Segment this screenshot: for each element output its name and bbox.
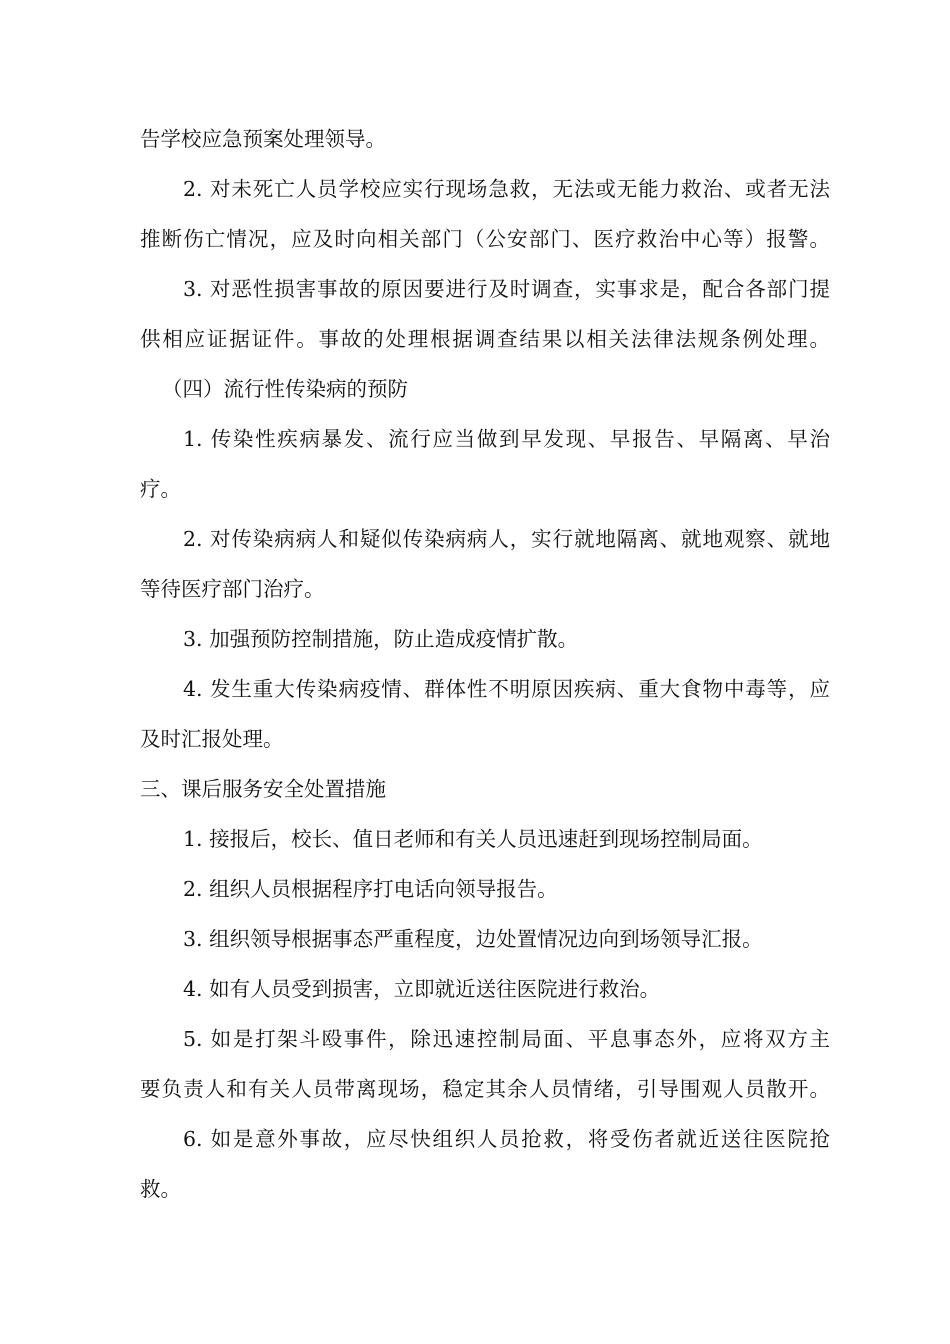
paragraph-line: 4. 发生重大传染病疫情、群体性不明原因疾病、重大食物中毒等，应 (183, 677, 830, 701)
paragraph-line: 3. 组织领导根据事态严重程度，边处置情况边向到场领导汇报。 (183, 927, 763, 951)
paragraph-line: 1. 接报后，校长、值日老师和有关人员迅速赶到现场控制局面。 (183, 827, 763, 851)
paragraph-line: 及时汇报处理。 (140, 727, 284, 751)
paragraph-line: 要负责人和有关人员带离现场，稳定其余人员情绪，引导围观人员散开。 (140, 1077, 830, 1101)
paragraph-line: 5. 如是打架斗殴事件，除迅速控制局面、平息事态外，应将双方主 (183, 1027, 830, 1051)
paragraph-line: 3. 加强预防控制措施，防止造成疫情扩散。 (183, 627, 579, 651)
paragraph-line: 2. 对未死亡人员学校应实行现场急救，无法或无能力救治、或者无法 (183, 177, 830, 201)
paragraph-line: 等待医疗部门治疗。 (140, 577, 325, 601)
paragraph-line: 告学校应急预案处理领导。 (140, 127, 386, 151)
paragraph-line: 疗。 (140, 477, 181, 501)
paragraph-line: 供相应证据证件。事故的处理根据调查结果以相关法律法规条例处理。 (140, 327, 830, 351)
paragraph-line: 2. 对传染病病人和疑似传染病病人，实行就地隔离、就地观察、就地 (183, 527, 830, 551)
paragraph-line: 2. 组织人员根据程序打电话向领导报告。 (183, 877, 558, 901)
paragraph-line: 4. 如有人员受到损害，立即就近送往医院进行救治。 (183, 977, 661, 1001)
paragraph-line: 救。 (140, 1177, 181, 1201)
section-heading: （四）流行性传染病的预防 (162, 377, 408, 401)
paragraph-line: 3. 对恶性损害事故的原因要进行及时调查，实事求是，配合各部门提 (183, 277, 830, 301)
paragraph-line: 1. 传染性疾病暴发、流行应当做到早发现、早报告、早隔离、早治 (183, 427, 830, 451)
document-body (140, 114, 830, 1214)
section-heading: 三、课后服务安全处置措施 (140, 777, 386, 801)
paragraph-line: 推断伤亡情况，应及时向相关部门（公安部门、医疗救治中心等）报警。 (140, 227, 830, 251)
paragraph-line: 6. 如是意外事故，应尽快组织人员抢救，将受伤者就近送往医院抢 (183, 1127, 830, 1151)
